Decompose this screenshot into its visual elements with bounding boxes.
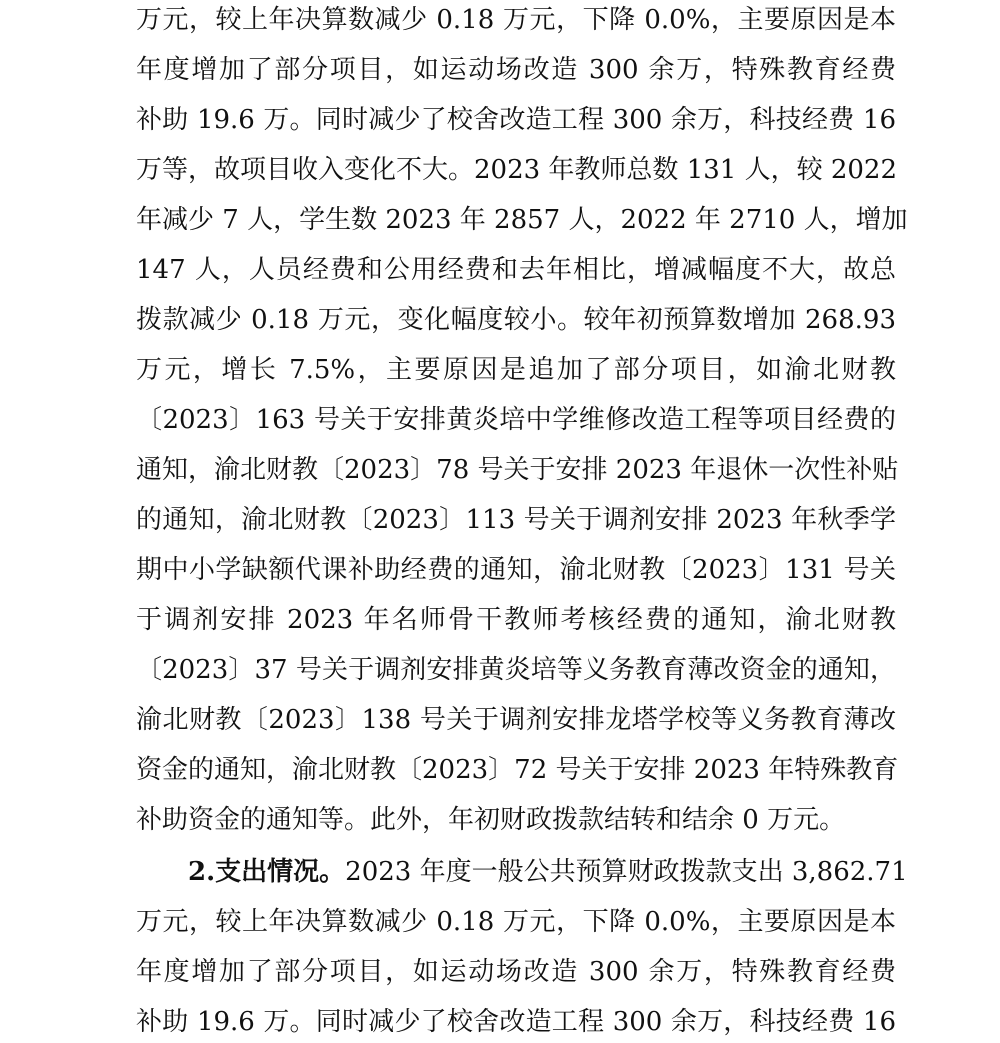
body-text-line: 资金的通知，渝北财教〔2023〕72 号关于安排 2023 年特殊教育	[136, 755, 899, 785]
section-heading-line	[188, 852, 908, 892]
body-text-line: 万元，增长 7.5%，主要原因是追加了部分项目，如渝北财教	[136, 355, 896, 385]
body-text: 2023 年度一般公共预算财政拨款支出 3,862.71	[345, 857, 908, 887]
body-text-line: 渝北财教〔2023〕138 号关于调剂安排龙塔学校等义务教育薄改	[136, 705, 896, 735]
body-text-line: 期中小学缺额代课补助经费的通知，渝北财教〔2023〕131 号关	[136, 555, 896, 585]
body-text-line: 年减少 7 人，学生数 2023 年 2857 人，2022 年 2710 人，增加	[136, 205, 908, 235]
body-text-line: 补助 19.6 万。同时减少了校舍改造工程 300 余万，科技经费 16	[136, 1007, 896, 1037]
body-text-line: 通知，渝北财教〔2023〕78 号关于安排 2023 年退休一次性补贴	[136, 455, 899, 485]
body-text-line: 补助资金的通知等。此外，年初财政拨款结转和结余 0 万元。	[136, 805, 846, 835]
body-text-line: 万元，较上年决算数减少 0.18 万元，下降 0.0%，主要原因是本	[136, 907, 896, 937]
body-text-line: 〔2023〕37 号关于调剂安排黄炎培等义务教育薄改资金的通知，	[136, 655, 896, 685]
body-text-line: 的通知，渝北财教〔2023〕113 号关于调剂安排 2023 年秋季学	[136, 505, 896, 535]
body-text-line: 年度增加了部分项目，如运动场改造 300 余万，特殊教育经费	[136, 957, 896, 987]
section-heading: 2.支出情况。	[188, 857, 346, 887]
body-text-line: 万等，故项目收入变化不大。2023 年教师总数 131 人，较 2022	[136, 155, 898, 185]
body-text-line: 〔2023〕163 号关于安排黄炎培中学维修改造工程等项目经费的	[136, 405, 896, 435]
body-text-line: 147 人，人员经费和公用经费和去年相比，增减幅度不大，故总	[136, 255, 896, 285]
body-text-line: 万元，较上年决算数减少 0.18 万元，下降 0.0%，主要原因是本	[136, 5, 896, 35]
body-text-line: 拨款减少 0.18 万元，变化幅度较小。较年初预算数增加 268.93	[136, 305, 896, 335]
body-text-line: 于调剂安排 2023 年名师骨干教师考核经费的通知，渝北财教	[136, 605, 896, 635]
body-text-line: 年度增加了部分项目，如运动场改造 300 余万，特殊教育经费	[136, 55, 896, 85]
body-text-line: 补助 19.6 万。同时减少了校舍改造工程 300 余万，科技经费 16	[136, 105, 896, 135]
